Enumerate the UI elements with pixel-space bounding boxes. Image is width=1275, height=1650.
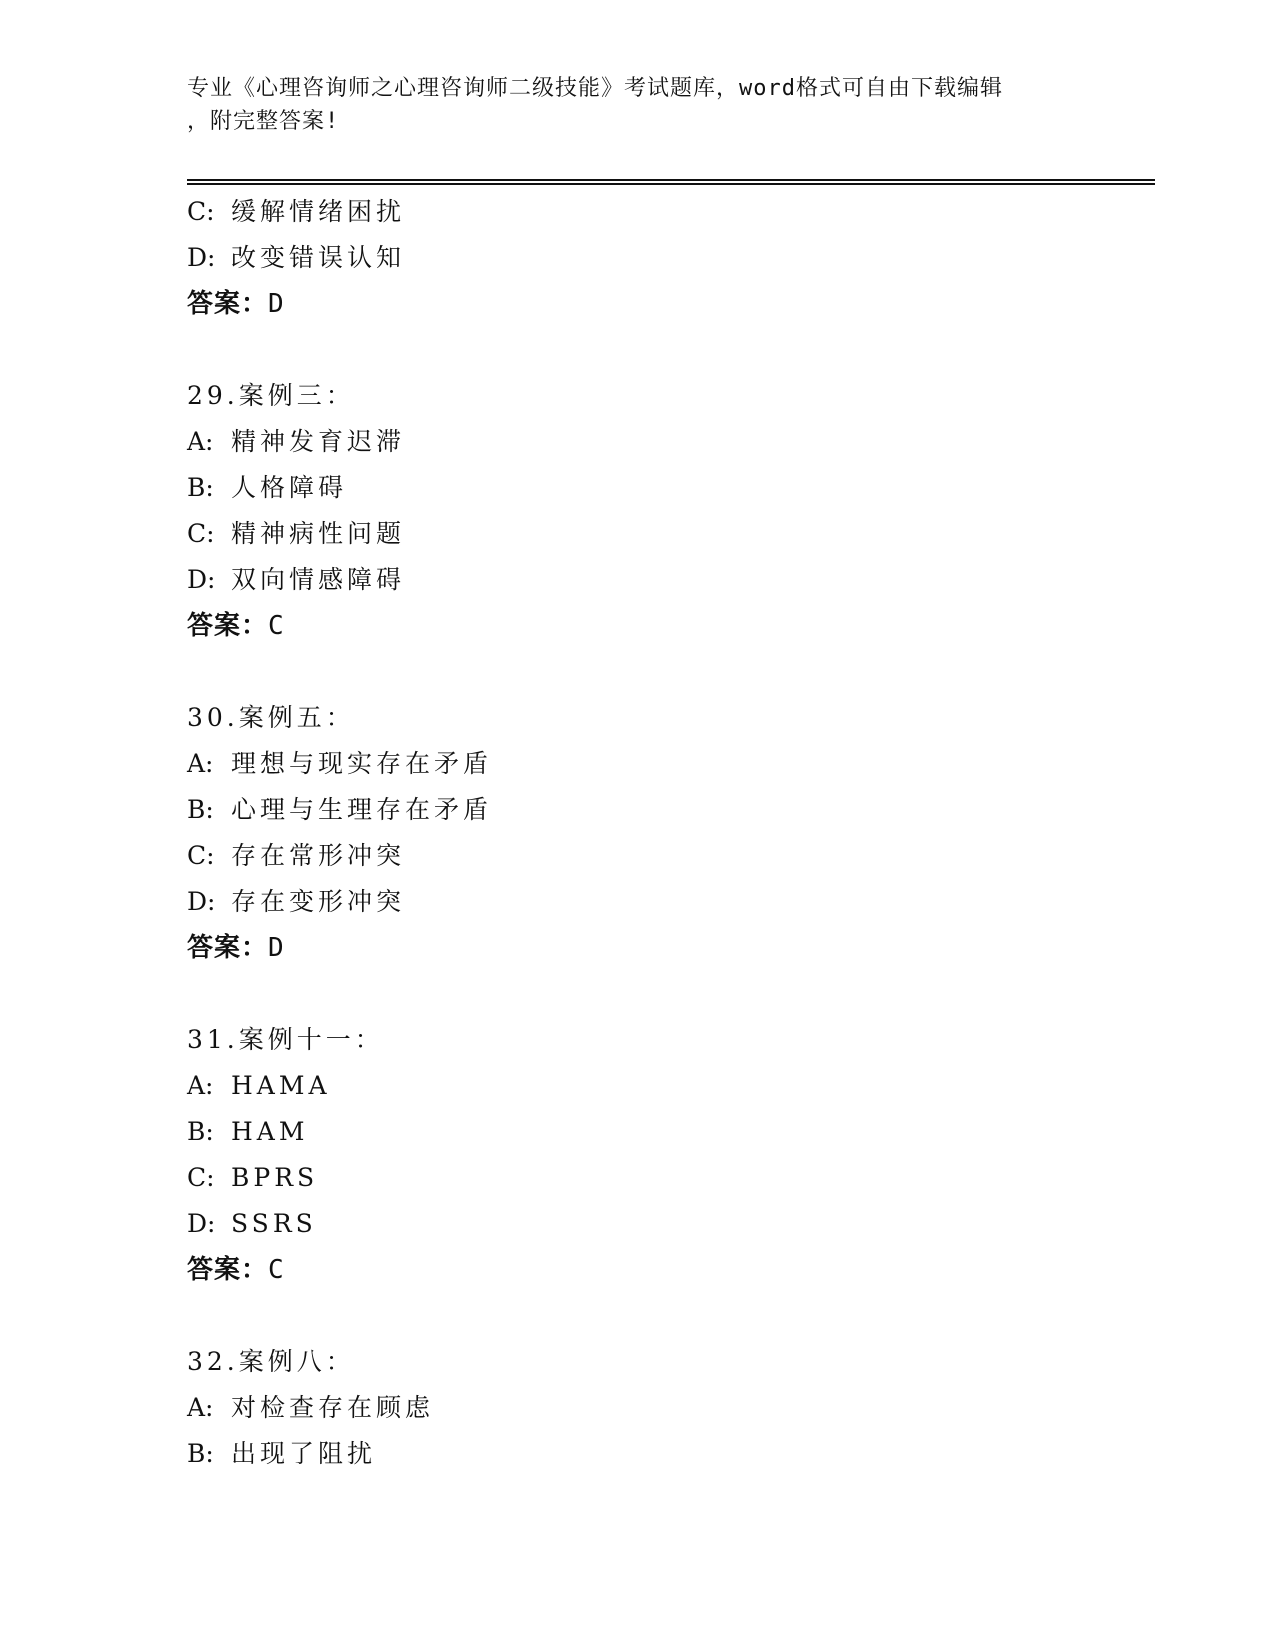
option-letter: B: — [187, 1439, 214, 1468]
answer-value: D — [268, 933, 285, 963]
option-row — [187, 189, 1155, 235]
answer-row — [187, 281, 1155, 327]
spacer — [187, 1293, 1155, 1339]
option-letter: A: — [187, 427, 214, 456]
answer-value: C — [268, 611, 285, 641]
option-text: 出现了阻扰 — [231, 1439, 377, 1468]
answer-label: 答案： — [187, 933, 269, 963]
option-letter: D: — [187, 243, 216, 272]
option-text: 改变错误认知 — [231, 243, 406, 272]
option-row — [187, 511, 1155, 557]
option-letter: D: — [187, 887, 216, 916]
option-letter: D: — [187, 1209, 216, 1238]
option-text: HAM — [231, 1117, 309, 1146]
answer-row — [187, 1247, 1155, 1293]
header-divider-top — [187, 179, 1155, 181]
answer-label: 答案： — [187, 1255, 269, 1285]
option-row — [187, 741, 1155, 787]
option-text: 双向情感障碍 — [231, 565, 406, 594]
option-text: 缓解情绪困扰 — [231, 197, 406, 226]
option-text: 精神病性问题 — [231, 519, 406, 548]
answer-label: 答案： — [187, 289, 269, 319]
option-text: 对检查存在顾虑 — [231, 1393, 435, 1422]
spacer — [187, 327, 1155, 373]
answer-value: D — [268, 289, 285, 319]
option-row — [187, 1109, 1155, 1155]
option-letter: A: — [187, 1071, 214, 1100]
option-row — [187, 235, 1155, 281]
option-text: BPRS — [231, 1163, 319, 1192]
option-text: SSRS — [231, 1209, 317, 1238]
option-text: 人格障碍 — [231, 473, 348, 502]
document-header — [187, 72, 1087, 138]
spacer — [187, 971, 1155, 1017]
answer-row — [187, 925, 1155, 971]
option-text: 心理与生理存在矛盾 — [231, 795, 493, 824]
option-row — [187, 1155, 1155, 1201]
question-title: 29.案例三： — [187, 381, 355, 410]
option-text: 精神发育迟滞 — [231, 427, 406, 456]
option-row — [187, 419, 1155, 465]
header-line-2: ，附完整答案! — [187, 109, 340, 134]
option-row — [187, 833, 1155, 879]
question-title: 32.案例八： — [187, 1347, 355, 1376]
option-row — [187, 1431, 1155, 1477]
option-row — [187, 879, 1155, 925]
spacer — [187, 649, 1155, 695]
option-letter: C: — [187, 841, 215, 870]
header-divider-bottom — [187, 183, 1155, 185]
option-text: 存在变形冲突 — [231, 887, 406, 916]
option-letter: A: — [187, 749, 214, 778]
option-text: HAMA — [231, 1071, 331, 1100]
header-line-1: 专业《心理咨询师之心理咨询师二级技能》考试题库，word格式可自由下载编辑 — [187, 76, 1003, 101]
option-letter: C: — [187, 1163, 215, 1192]
option-letter: C: — [187, 519, 215, 548]
option-text: 理想与现实存在矛盾 — [231, 749, 493, 778]
option-row — [187, 1063, 1155, 1109]
option-row — [187, 1201, 1155, 1247]
option-row — [187, 1385, 1155, 1431]
option-letter: C: — [187, 197, 215, 226]
answer-value: C — [268, 1255, 285, 1285]
option-row — [187, 557, 1155, 603]
answer-label: 答案： — [187, 611, 269, 641]
option-row — [187, 787, 1155, 833]
option-letter: D: — [187, 565, 216, 594]
option-letter: A: — [187, 1393, 214, 1422]
option-letter: B: — [187, 795, 214, 824]
option-text: 存在常形冲突 — [231, 841, 406, 870]
answer-row — [187, 603, 1155, 649]
question-title: 30.案例五： — [187, 703, 355, 732]
option-letter: B: — [187, 473, 214, 502]
question-list — [187, 189, 1155, 1477]
option-row — [187, 465, 1155, 511]
question-title: 31.案例十一： — [187, 1025, 384, 1054]
option-letter: B: — [187, 1117, 214, 1146]
